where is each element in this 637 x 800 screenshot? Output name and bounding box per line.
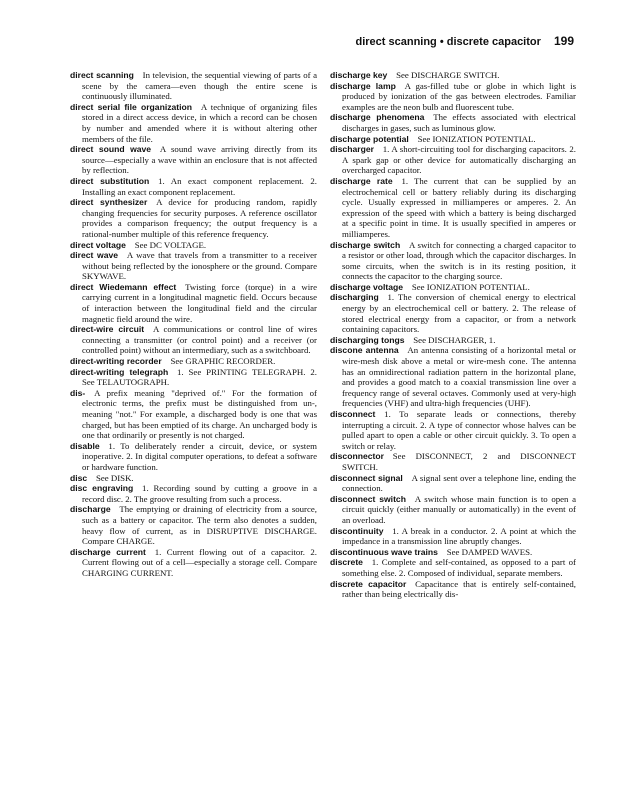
glossary-entry xyxy=(70,240,317,251)
glossary-entry xyxy=(70,176,317,197)
glossary-entry xyxy=(70,282,317,324)
entry-definition: See GRAPHIC RECORDER. xyxy=(170,356,276,367)
entry-definition: A switch whose main function is to open a circuit quickly (either manually or automatically) in the event of an overload. xyxy=(342,493,576,525)
entry-definition: A device for producing random, rapidly changing frequencies for security purposes. A reference oscillator provides a comparison frequency; the output frequency is a rational-number multiple of this reference frequency. xyxy=(82,197,318,239)
glossary-entry xyxy=(330,526,576,547)
entry-term: discharge current xyxy=(70,546,146,557)
entry-definition: 1. Recording sound by cutting a groove in a record disc. 2. The groove resulting from such a process. xyxy=(82,483,317,504)
entry-term: disconnect switch xyxy=(330,493,406,504)
glossary-entry xyxy=(330,494,576,526)
glossary-entry xyxy=(330,579,576,600)
entry-term: discrete capacitor xyxy=(330,578,407,589)
entry-definition: Capacitance that is entirely self-contained, rather than being electrically dis- xyxy=(342,578,576,600)
entry-term: discharger xyxy=(330,144,374,155)
entry-definition: See IONIZATION POTENTIAL. xyxy=(417,133,536,144)
entry-definition: An antenna consisting of a horizontal metal or wire-mesh disk above a metal or wire-mesh cone. The antenna has an omnidirectional radiation pattern in the horizontal plane, and provides a good match to a coaxial transmission line over a frequency range of several octaves. Commonly used at very-high frequencies (VHF) and ultra-high frequencies (UHF). xyxy=(342,345,576,409)
running-head: direct scanning • discrete capacitor xyxy=(355,36,541,48)
glossary-entry xyxy=(70,102,317,144)
entry-term: discharging xyxy=(330,292,379,303)
entry-definition: 1. The conversion of chemical energy to electrical energy by an electrochemical cell or battery. 2. The release of stored electrical energy from a capacitor, or from a network containing capacitors. xyxy=(342,292,576,335)
entry-term: dis- xyxy=(70,387,86,398)
glossary-entry xyxy=(70,388,317,441)
entry-definition: 1. Complete and self-contained, as opposed to a part of something else. 2. Composed of individual, separate members. xyxy=(342,557,576,578)
entry-term: direct substitution xyxy=(70,175,150,186)
glossary-entry xyxy=(330,240,576,282)
entry-term: discrete xyxy=(330,557,363,568)
glossary-entry xyxy=(330,176,576,240)
entry-definition: The effects associated with electrical discharges in gases, such as luminous glow. xyxy=(342,112,576,133)
entry-definition: 1. See PRINTING TELEGRAPH. 2. See TELAUTOGRAPH. xyxy=(82,366,317,388)
entry-definition: 1. The current that can be supplied by an electrochemical cell or battery reliably during its discharging cycle. Usually expressed in milliamperes or amperes. 2. An expression of the speed with which a battery is being discharged at a specific point in time. It is usually specified in amperes or milliamperes. xyxy=(342,175,576,239)
glossary-entry xyxy=(70,473,317,484)
entry-term: disconnect xyxy=(330,409,376,419)
glossary-entry xyxy=(330,144,576,176)
entry-definition: 1. To separate leads or connections, thereby interrupting a circuit. 2. A type of connector whose halves can be pulled apart to open a cable or other circuit quickly. 3. To open a switch or relay. xyxy=(342,409,576,451)
entry-term: disc xyxy=(70,472,88,483)
entry-term: discone antenna xyxy=(330,345,399,356)
entry-definition: A switch for connecting a charged capacitor to a resistor or other load, through which the capacitor discharges. In some circuits, when the switch is in its resting position, it connects the capacitor to the charging source. xyxy=(342,239,576,282)
glossary-entry xyxy=(330,547,576,558)
glossary-entry xyxy=(330,134,576,145)
glossary-entry xyxy=(330,345,576,409)
glossary-entry xyxy=(330,557,576,578)
entry-term: direct-writing telegraph xyxy=(70,366,169,377)
left-column xyxy=(70,70,317,579)
glossary-entry xyxy=(330,292,576,334)
glossary-entry xyxy=(70,250,317,282)
entry-definition: See DISCHARGE SWITCH. xyxy=(396,70,500,80)
glossary-entry xyxy=(330,473,576,494)
entry-definition: A sound wave arriving directly from its source—especially a wave within an enclosure that is not affected by reflection. xyxy=(82,144,317,176)
glossary-entry xyxy=(70,144,317,176)
entry-term: direct Wiedemann effect xyxy=(70,281,177,292)
glossary-entry xyxy=(330,70,576,81)
entry-definition: In television, the sequential viewing of parts of a scene by the camera—even though the entire scene is continuously illuminated. xyxy=(82,70,317,102)
entry-definition: See DC VOLTAGE. xyxy=(134,239,207,250)
entry-definition: See DISCHARGER, 1. xyxy=(413,334,496,345)
entry-definition: Twisting force (torque) in a wire carrying current in a longitudinal magnetic field. Occurs because of interaction between the longitudinal field and the circular magnetic field around the wire. xyxy=(82,281,317,324)
entry-term: discontinuous wave trains xyxy=(330,546,438,557)
glossary-entry xyxy=(330,335,576,346)
right-column xyxy=(330,70,576,600)
glossary-entry xyxy=(70,356,317,367)
entry-definition: 1. A break in a conductor. 2. A point at which the impedance in a transmission line abruptly changes. xyxy=(342,525,576,547)
entry-definition: 1. To deliberately render a circuit, device, or system inoperative. 2. In digital computer operations, to defeat a software or hardware function. xyxy=(82,440,317,472)
entry-definition: 1. Current flowing out of a capacitor. 2. Current flowing out of a cell—especially a storage cell. Compare CHARGING CURRENT. xyxy=(82,546,317,578)
running-header xyxy=(355,34,574,48)
glossary-entry xyxy=(330,451,576,472)
entry-term: direct scanning xyxy=(70,70,134,80)
glossary-entry xyxy=(70,367,317,388)
entry-definition: 1. A short-circuiting tool for discharging capacitors. 2. A spark gap or other device for automatically discharging an overcharged capacitor. xyxy=(342,144,576,176)
entry-term: discharge key xyxy=(330,70,388,80)
entry-term: disconnect signal xyxy=(330,472,403,483)
page-number: 199 xyxy=(553,34,574,48)
glossary-entry xyxy=(70,547,317,579)
glossary-entry xyxy=(70,324,317,356)
entry-term: discontinuity xyxy=(330,525,384,536)
entry-definition: See DISK. xyxy=(96,472,134,483)
entry-definition: A communications or control line of wires connecting a transmitter (or control point) and a receiver (or controlled point) without an intermediary, such as a switchboard. xyxy=(82,324,318,356)
glossary-entry xyxy=(330,282,576,293)
glossary-entry xyxy=(70,504,317,546)
entry-term: direct sound wave xyxy=(70,144,152,155)
entry-term: discharge voltage xyxy=(330,281,404,292)
glossary-entry xyxy=(70,483,317,504)
entry-definition: The emptying or draining of electricity from a source, such as a battery or capacitor. The term also denotes a sudden, heavy flow of current, as in DISRUPTIVE DISCHARGE. Compare CHARGE. xyxy=(82,504,317,547)
entry-definition: See IONIZATION POTENTIAL. xyxy=(411,281,530,292)
entry-term: direct-wire circuit xyxy=(70,324,145,335)
entry-definition: See DISCONNECT, 2 and DISCONNECT SWITCH. xyxy=(342,451,576,472)
entry-definition: A wave that travels from a transmitter to a receiver without being reflected by the ionosphere or the ground. Compare SKYWAVE. xyxy=(82,250,317,282)
entry-term: direct-writing recorder xyxy=(70,356,162,367)
entry-term: discharge switch xyxy=(330,239,401,250)
entry-term: direct synthesizer xyxy=(70,197,148,208)
entry-term: direct wave xyxy=(70,250,119,261)
entry-definition: 1. An exact component replacement. 2. Installing an exact component replacement. xyxy=(82,175,318,197)
entry-definition: A gas-filled tube or globe in which light is produced by ionization of the gas between electrodes. Familiar examples are the neon bulb and fluorescent tube. xyxy=(342,80,576,112)
entry-definition: A technique of organizing files stored in a direct access device, in which a record can be chosen by number and amended where it is without altering other members of the file. xyxy=(82,101,317,144)
entry-definition: A signal sent over a telephone line, ending the connection. xyxy=(342,472,576,494)
glossary-entry xyxy=(330,112,576,133)
entry-term: disable xyxy=(70,440,100,451)
entry-term: discharge phenomena xyxy=(330,112,425,123)
entry-term: discharge rate xyxy=(330,175,393,186)
glossary-entry xyxy=(330,81,576,113)
entry-definition: A prefix meaning "deprived of." For the formation of electronic terms, the prefix must be distinguished from un-, meaning "not." For example, a discharged body is one that was charged, but has been emptied of its charge. An uncharged body is one that ordinarily or presently is not charged. xyxy=(82,387,317,441)
entry-term: discharging tongs xyxy=(330,334,405,345)
entry-term: discharge potential xyxy=(330,133,409,144)
entry-term: direct voltage xyxy=(70,239,126,250)
glossary-entry xyxy=(70,197,317,239)
entry-term: disc engraving xyxy=(70,483,134,494)
glossary-entry xyxy=(70,441,317,473)
entry-term: discharge lamp xyxy=(330,80,396,91)
entry-definition: See DAMPED WAVES. xyxy=(446,546,533,557)
glossary-entry xyxy=(330,409,576,451)
entry-term: disconnector xyxy=(330,451,384,462)
entry-term: discharge xyxy=(70,504,111,515)
entry-term: direct serial file organization xyxy=(70,101,193,112)
glossary-entry xyxy=(70,70,317,102)
